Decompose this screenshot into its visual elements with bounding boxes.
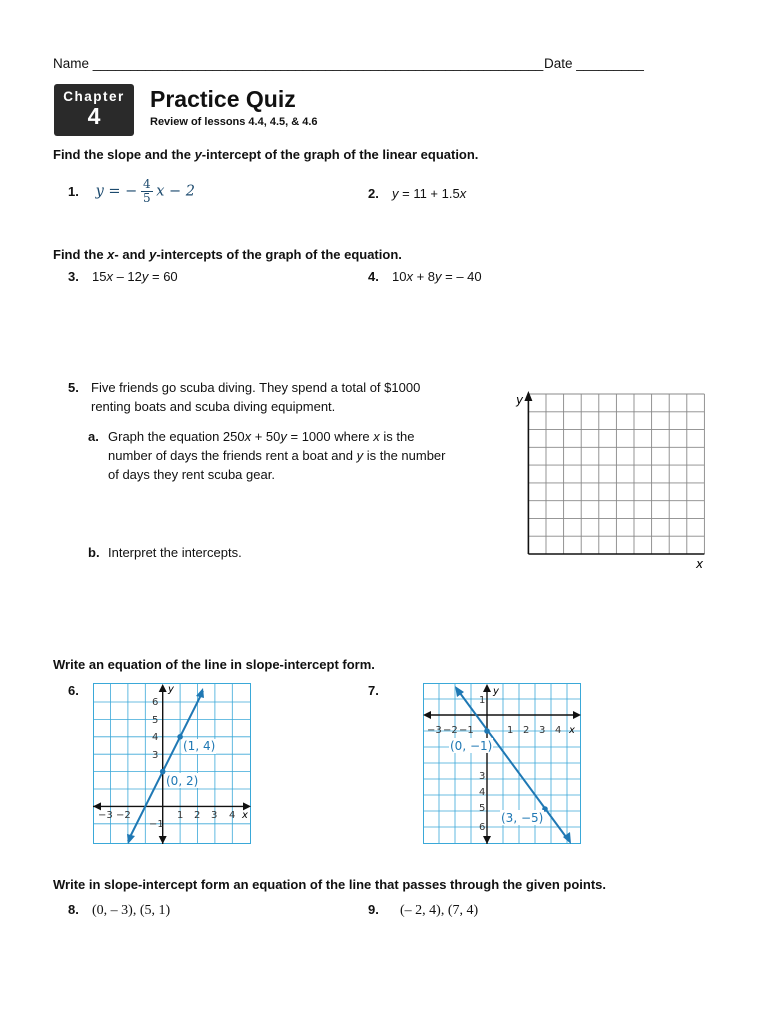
svg-text:4: 4 (229, 810, 236, 821)
q5-y-arrow (524, 391, 532, 401)
q7-number: 7. (368, 683, 379, 698)
svg-text:2: 2 (523, 725, 530, 736)
svg-text:4: 4 (152, 732, 159, 743)
section4-heading: Write in slope-intercept form an equation of the line that passes through the given points. (53, 877, 607, 892)
svg-text:x: x (242, 810, 248, 821)
question-5b: b. Interpret the intercepts. (88, 545, 242, 560)
svg-text:y: y (493, 686, 499, 697)
question-1 (68, 178, 195, 205)
q6-graph (93, 683, 253, 845)
q6-x-ticks (98, 810, 235, 821)
page-title: Practice Quiz (150, 86, 296, 112)
q5-y-label: y (516, 393, 524, 407)
svg-text:1: 1 (507, 725, 514, 736)
svg-text:3: 3 (539, 725, 546, 736)
q7-x-ticks (427, 725, 561, 736)
q7-y-ticks (479, 695, 485, 833)
q5-grid-lines (528, 394, 704, 554)
svg-text:4: 4 (555, 725, 562, 736)
page-subtitle: Review of lessons 4.4, 4.5, & 4.6 (150, 116, 318, 128)
name-label: Name (53, 56, 90, 71)
q5-graph-grid[interactable] (510, 388, 710, 570)
section1-heading: Find the slope and the y-intercept of the graph of the linear equation. (53, 147, 479, 162)
q6-y-ticks (149, 697, 164, 830)
svg-text:6: 6 (479, 822, 486, 833)
svg-text:4: 4 (479, 787, 486, 798)
q7-point2-label: (3, −5) (501, 811, 544, 825)
svg-text:−1: −1 (459, 725, 474, 736)
date-blank[interactable]: _________ (576, 56, 644, 71)
section3-heading: Write an equation of the line in slope-intercept form. (53, 657, 375, 672)
q7-point1-label: (0, −1) (450, 739, 493, 753)
q7-graph (423, 683, 583, 845)
question-2: 2. y = 11 + 1.5x (368, 186, 467, 201)
name-line (53, 56, 543, 71)
q1-number: 1. (68, 184, 79, 199)
question-3: 3. 15x – 12y = 60 (68, 269, 178, 284)
q5-x-label: x (696, 557, 704, 570)
svg-text:1: 1 (177, 810, 184, 821)
q1-rhs: x − 2 (156, 183, 196, 200)
date-label: Date (544, 56, 573, 71)
q1-lhs: y = − (95, 183, 138, 200)
question-8: 8. (0, – 3), (5, 1) (68, 902, 171, 918)
section2-heading: Find the x- and y-intercepts of the graph of the equation. (53, 247, 402, 262)
svg-text:6: 6 (152, 697, 159, 708)
svg-text:y: y (168, 684, 174, 695)
svg-text:3: 3 (211, 810, 218, 821)
svg-text:−2: −2 (443, 725, 458, 736)
q6-number: 6. (68, 683, 79, 698)
q6-point1-label: (1, 4) (183, 739, 216, 753)
svg-text:5: 5 (479, 803, 486, 814)
svg-text:−2: −2 (116, 810, 131, 821)
name-blank[interactable]: ____________________________________________________________ (92, 56, 544, 71)
svg-text:−3: −3 (98, 810, 113, 821)
svg-text:−3: −3 (427, 725, 442, 736)
svg-text:2: 2 (194, 810, 201, 821)
question-5: 5. Five friends go scuba diving. They spend a total of $1000 renting boats and scuba diving equipment. (68, 380, 421, 414)
chapter-badge (54, 84, 134, 136)
svg-text:1: 1 (479, 695, 486, 706)
svg-text:x: x (569, 725, 575, 736)
svg-text:−1: −1 (149, 819, 164, 830)
svg-text:3: 3 (479, 771, 486, 782)
chapter-number: 4 (87, 103, 101, 129)
svg-text:5: 5 (152, 715, 159, 726)
question-9: 9. (– 2, 4), (7, 4) (368, 902, 479, 918)
q6-point2-label: (0, 2) (166, 774, 199, 788)
q1-fraction: $\frac{4}{5}$ (142, 177, 151, 205)
svg-text:3: 3 (152, 750, 159, 761)
question-4: 4. 10x + 8y = – 40 (368, 269, 482, 284)
question-5a: a. Graph the equation 250x + 50y = 1000 where x is the number of days the friends rent a boat and y is the number of days they rent scuba gear. (88, 429, 446, 482)
chapter-word: Chapter (63, 89, 125, 104)
date-line (544, 56, 644, 71)
